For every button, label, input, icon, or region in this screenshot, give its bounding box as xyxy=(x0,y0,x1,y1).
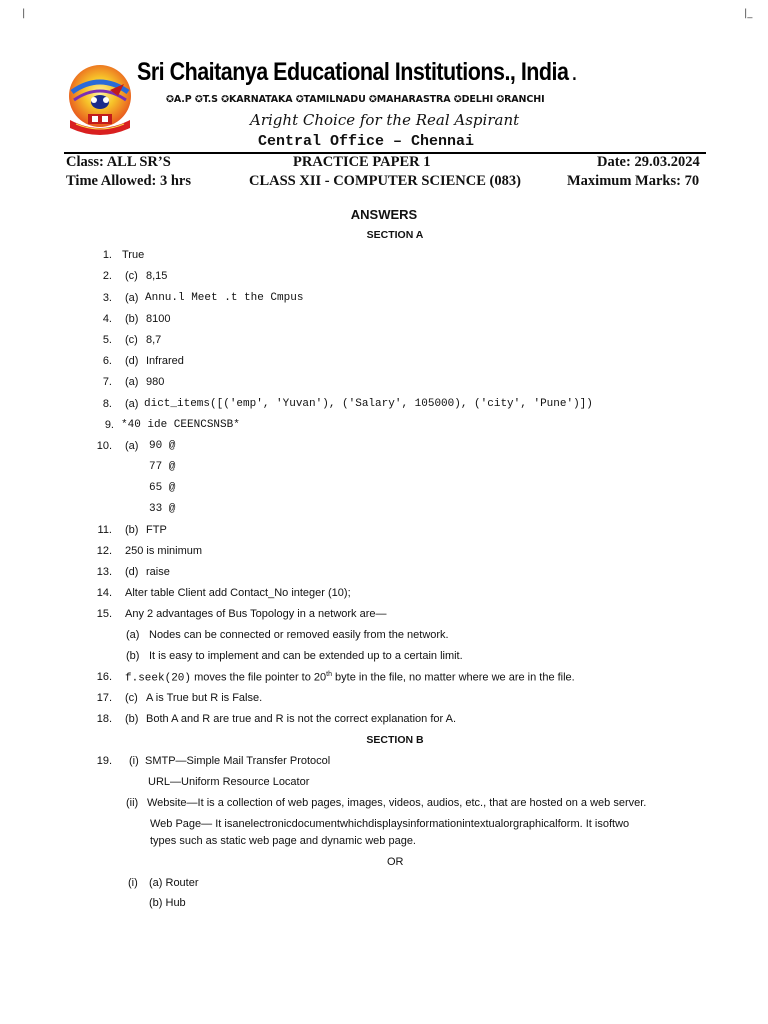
section-a-heading: SECTION A xyxy=(366,229,424,241)
answer-number: 7. xyxy=(102,376,112,388)
answer-text: SMTP—Simple Mail Transfer Protocol xyxy=(145,755,331,767)
institution-emblem-icon xyxy=(66,62,134,142)
answer-option: (c) xyxy=(125,692,138,704)
answer-text: 8100 xyxy=(146,313,171,325)
answer-option: (c) xyxy=(125,270,138,282)
exam-date: Date: 29.03.2024 xyxy=(597,154,700,170)
answer-text: Any 2 advantages of Bus Topology in a network are— xyxy=(125,608,387,620)
answer-option: (b) xyxy=(125,713,139,725)
answer-number: 4. xyxy=(102,313,112,325)
page-title: ANSWERS xyxy=(350,207,418,222)
answer-number: 12. xyxy=(96,545,112,557)
answer-option: (a) xyxy=(125,398,139,410)
corner-mark-right: |_ xyxy=(744,8,753,19)
answer-text: Infrared xyxy=(146,355,184,367)
answer-code: *40 ide CEENCSNSB* xyxy=(121,419,240,431)
answer-text: URL—Uniform Resource Locator xyxy=(148,776,310,788)
institution-name: Sri Chaitanya Educational Institutions., India . xyxy=(137,58,576,86)
answer-option: (a) xyxy=(125,440,139,452)
answer-code: Annu.l Meet .t the Cmpus xyxy=(145,292,304,304)
answer-option: (d) xyxy=(125,355,139,367)
state-list: ✪A.P ✪T.S ✪KARNATAKA ✪TAMILNADU ✪MAHARASTRA ✪DELHI ✪RANCHI xyxy=(166,94,545,105)
answer-text: (a) Router xyxy=(149,877,199,889)
time-allowed: Time Allowed: 3 hrs xyxy=(66,173,191,189)
answer-number: 13. xyxy=(96,566,112,578)
paper-title: PRACTICE PAPER 1 xyxy=(293,154,431,170)
answer-option: (b) xyxy=(126,650,140,662)
answer-option: (a) xyxy=(126,629,140,641)
answer-text: Nodes can be connected or removed easily from the network. xyxy=(149,629,449,641)
answer-text: Website—It is a collection of web pages, images, videos, audios, etc., that are hosted on a web server. xyxy=(147,797,647,809)
section-b-heading: SECTION B xyxy=(366,734,424,746)
answer-option: (c) xyxy=(125,334,138,346)
answer-number: 9. xyxy=(104,419,114,431)
answer-text: types such as static web page and dynamic web page. xyxy=(150,835,416,847)
output-line: 90 @ xyxy=(149,440,176,452)
answer-text: A is True but R is False. xyxy=(146,692,263,704)
answer-code: dict_items([('emp', 'Yuvan'), ('Salary', 105000), ('city', 'Pune')]) xyxy=(144,398,593,410)
answer-text: 980 xyxy=(146,376,165,388)
answer-number: 11. xyxy=(97,524,112,536)
answer-text: (b) Hub xyxy=(149,897,186,909)
answer-number: 16. xyxy=(96,671,112,683)
answer-text: It is easy to implement and can be extended up to a certain limit. xyxy=(149,650,463,662)
answer-number: 17. xyxy=(96,692,112,704)
central-office: Central Office – Chennai xyxy=(258,133,475,150)
answer-text: 8,7 xyxy=(146,334,162,346)
motto: Aright Choice for the Real Aspirant xyxy=(250,111,520,129)
answer-number: 18. xyxy=(96,713,112,725)
answer-number: 15. xyxy=(96,608,112,620)
output-line: 77 @ xyxy=(149,461,176,473)
answer-text: 250 is minimum xyxy=(125,545,203,557)
or-separator: OR xyxy=(387,856,404,868)
answer-number: 6. xyxy=(102,355,112,367)
answer-option: (a) xyxy=(125,292,139,304)
output-line: 33 @ xyxy=(149,503,176,515)
answer-text: Web Page— It isanelectronicdocumentwhichdisplaysinformationintextualorgraphicalform. It isoftwo xyxy=(150,818,630,830)
maximum-marks: Maximum Marks: 70 xyxy=(567,173,700,189)
class-label: Class: ALL SR’S xyxy=(66,154,171,170)
answer-option: (b) xyxy=(125,524,139,536)
answer-number: 10. xyxy=(96,440,112,452)
answer-number: 5. xyxy=(102,334,112,346)
answer-text: 8,15 xyxy=(146,270,168,282)
subject-title: CLASS XII - COMPUTER SCIENCE (083) xyxy=(249,173,521,189)
answer-text: FTP xyxy=(146,524,167,536)
answer-text: True xyxy=(122,249,145,261)
answer-number: 1. xyxy=(102,249,112,261)
output-line: 65 @ xyxy=(149,482,176,494)
answer-option: (i) xyxy=(128,877,138,889)
answer-number: 14. xyxy=(96,587,112,599)
answer-option: (b) xyxy=(125,313,139,325)
answer-option: (i) xyxy=(129,755,139,767)
answer-number: 19. xyxy=(96,755,112,767)
answer-option: (a) xyxy=(125,376,139,388)
answer-text: raise xyxy=(146,566,170,578)
answer-text: Both A and R are true and R is not the correct explanation for A. xyxy=(146,713,457,725)
answer-text: f.seek(20) moves the file pointer to 20th byte in the file, no matter where we are in the file. xyxy=(125,671,575,685)
answer-number: 8. xyxy=(102,398,112,410)
answer-option: (d) xyxy=(125,566,139,578)
answer-code: f.seek(20) xyxy=(125,672,192,685)
answer-option: (ii) xyxy=(126,797,139,809)
corner-mark-left: | xyxy=(22,8,26,19)
answer-text: Alter table Client add Contact_No integer (10); xyxy=(125,587,351,599)
answer-number: 3. xyxy=(102,292,112,304)
answer-number: 2. xyxy=(102,270,112,282)
